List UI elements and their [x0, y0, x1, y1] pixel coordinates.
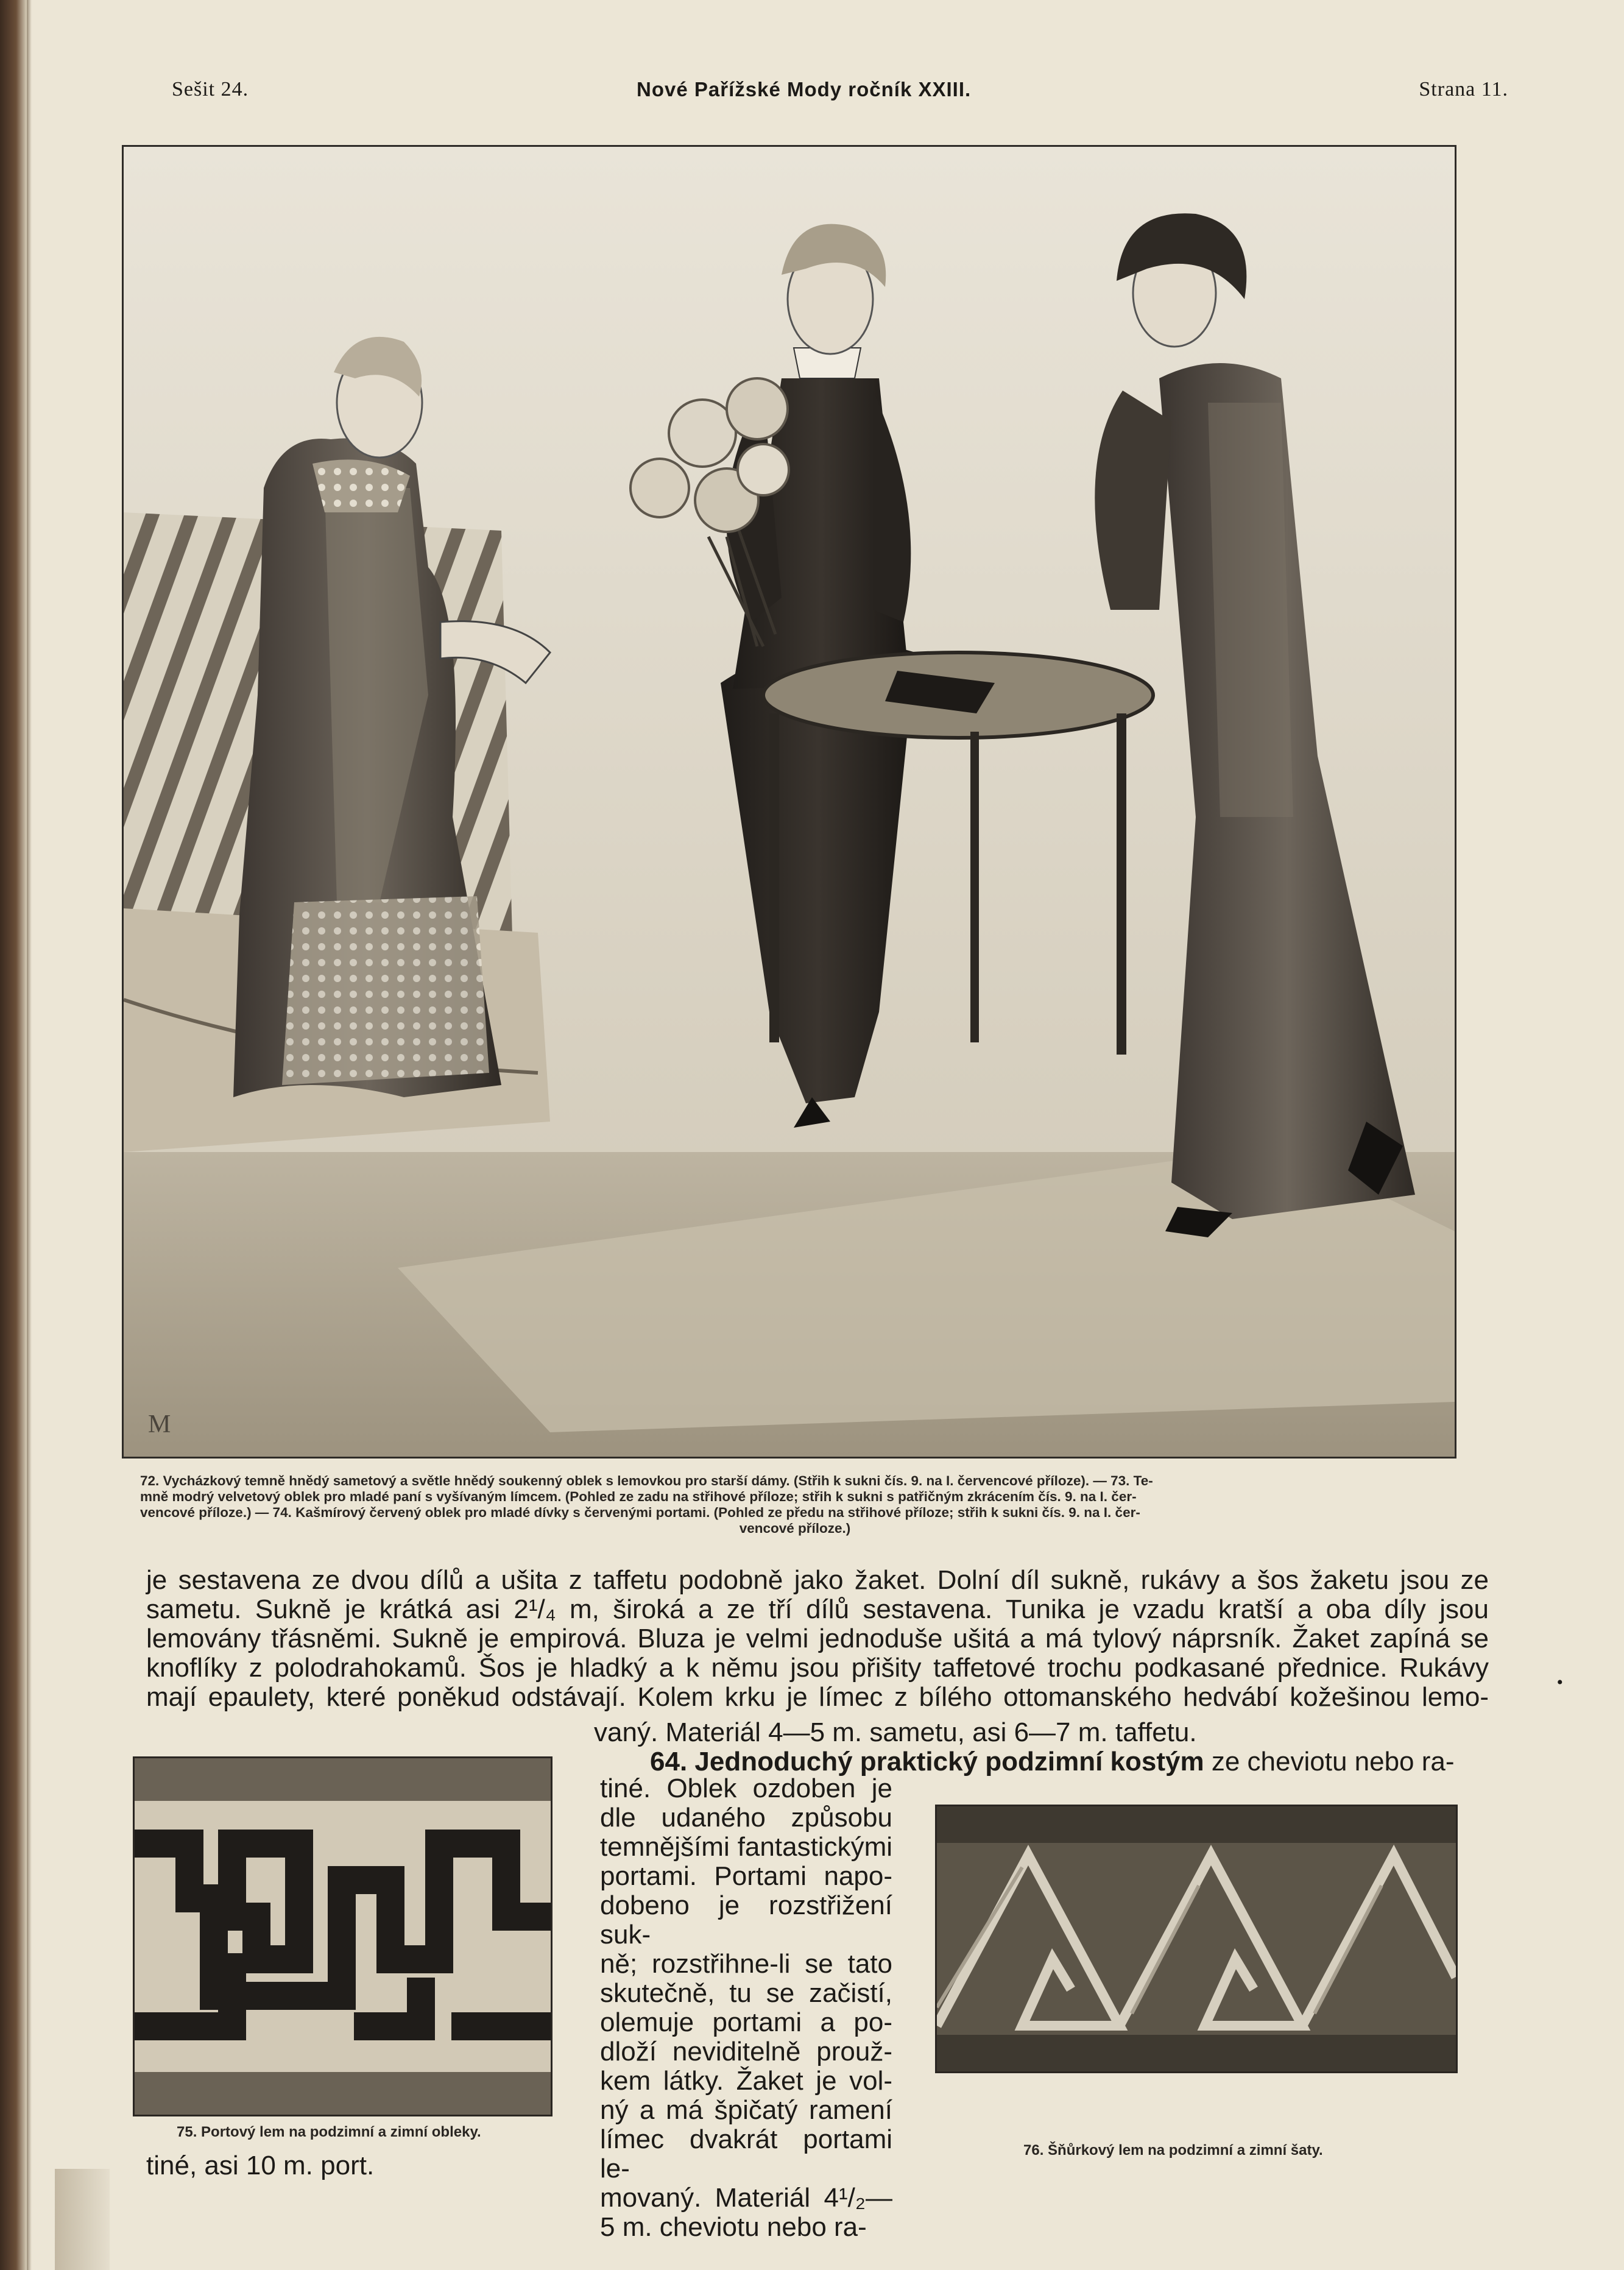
- caption-line: vencové příloze.): [739, 1521, 851, 1536]
- page-edge: [27, 0, 32, 2270]
- page-stain: [55, 2169, 110, 2270]
- column-line: kem látky. Žaket je vol-: [600, 2066, 892, 2096]
- column-line: tiné. Oblek ozdoben je: [600, 1773, 892, 1803]
- column-tail-text: tiné, asi 10 m. port.: [146, 2151, 375, 2180]
- issue-number: Sešit 24.: [172, 78, 249, 101]
- section-number: 64.: [650, 1747, 688, 1777]
- section-title: Jednoduchý praktický podzimní kostým: [694, 1747, 1204, 1777]
- column-line: 5 m. cheviotu nebo ra-: [600, 2212, 867, 2242]
- caption-line: vencové příloze.) — 74. Kašmírový červený oblek pro mladé dívky s červenými portami. (Pohled ze předu na střihové příloze; střih k sukni čís. 9. na I. čer-: [140, 1505, 1140, 1520]
- article-paragraph: [146, 1566, 1489, 1712]
- artist-monogram: M: [148, 1410, 171, 1438]
- caption-line: mně modrý velvetový oblek pro mladé paní s vyšívaným límcem. (Pohled ze zadu na střihové příloze; střih k sukni s patřičným zkrácením čís. 9. na I. čer-: [140, 1489, 1137, 1504]
- column-line: movaný. Materiál 4¹/₂—: [600, 2183, 892, 2213]
- fashion-plate-drawing: [124, 147, 1455, 1457]
- page-number: Strana 11.: [1419, 78, 1508, 101]
- column-line: skutečně, tu se začistí,: [600, 1978, 892, 2008]
- column-line: dobeno je rozstřižení suk-: [600, 1890, 892, 1950]
- section-title-rest: ze cheviotu nebo ra-: [1211, 1747, 1455, 1777]
- column-line: ně; rozstřihne-li se tato: [600, 1949, 892, 1979]
- caption-line: 72. Vycházkový temně hnědý sametový a světle hnědý soukenný oblek s lemovkou pro starší dámy. (Střih k sukni čís. 9. na I. červencové příloze). — 73. Te-: [140, 1473, 1153, 1488]
- column-line: temnějšími fantastickými: [600, 1832, 892, 1862]
- figure-76-cord-trim: [935, 1805, 1458, 2073]
- book-binding: [0, 0, 27, 2270]
- figure-75-caption: 75. Portový lem na podzimní a zimní obleky.: [177, 2124, 481, 2140]
- paragraph-line: je sestavena ze dvou dílů a ušita z taffetu podobně jako žaket. Dolní díl sukně, rukávy a šos žaketu jsou ze: [146, 1565, 1489, 1595]
- margin-mark: •: [1556, 1672, 1563, 1692]
- section-heading-block: [594, 1718, 1489, 1777]
- middle-column-text: [600, 1774, 892, 2242]
- paragraph-line: mají epaulety, které poněkud odstávají. Kolem krku je límec z bílého ottomanského hedvábí kožešinou lemo-: [146, 1682, 1489, 1712]
- column-line: límec dvakrát portami le-: [600, 2124, 892, 2183]
- column-line: olemuje portami a po-: [600, 2007, 892, 2037]
- figure-76-caption: 76. Šňůrkový lem na podzimní a zimní šaty.: [1023, 2142, 1323, 2159]
- paragraph-line: lemovány třásněmi. Sukně je empirová. Bluza je velmi jednoduše ušitá a má tylový náprsník. Žaket zapíná se: [146, 1624, 1489, 1653]
- column-line: dloží neviditelně prouž-: [600, 2037, 892, 2067]
- magazine-title: Nové Pařížské Mody ročník XXIII.: [637, 78, 972, 101]
- column-line: ný a má špičatý ramení: [600, 2095, 892, 2125]
- paragraph-line: knoflíky z polodrahokamů. Šos je hladký a k němu jsou přišity taffetové trochu podkasané přednice. Rukávy: [146, 1653, 1489, 1683]
- fashion-plate-illustration: [122, 145, 1456, 1459]
- figure-75-greek-key-trim: [133, 1756, 553, 2116]
- paragraph-line: sametu. Sukně je krátká asi 2¹/₄ m, široká a ze tří dílů sestavena. Tunika je vzadu kratší a oba díly jsou: [146, 1594, 1489, 1624]
- column-line: dle udaného způsobu: [600, 1803, 892, 1833]
- plate-caption: [140, 1473, 1450, 1536]
- paragraph-continuation: vaný. Materiál 4—5 m. sametu, asi 6—7 m. taffetu.: [594, 1717, 1197, 1747]
- column-line: portami. Portami napo-: [600, 1861, 892, 1891]
